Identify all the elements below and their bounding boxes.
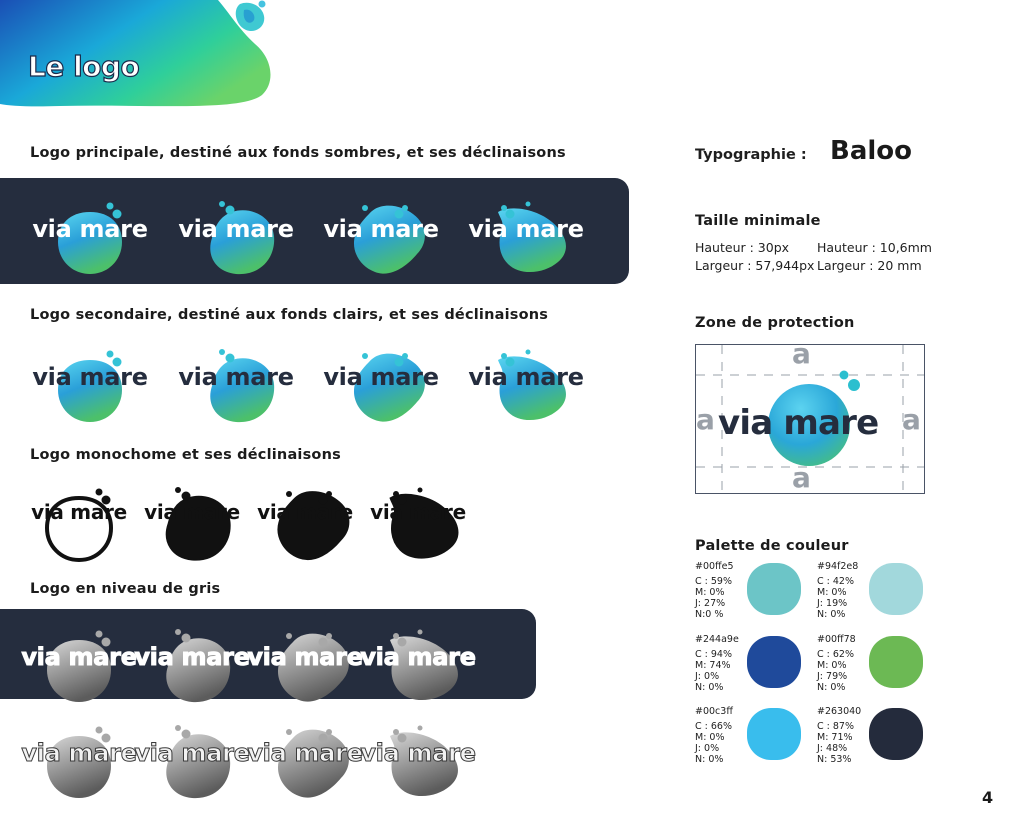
- logo-wordmark: via mare: [32, 363, 148, 391]
- logo-wordmark: via mare: [21, 643, 137, 671]
- min-size-left-2: Largeur : 57,944px: [695, 258, 815, 273]
- heading-grey: Logo en niveau de gris: [30, 581, 221, 597]
- logo-grey-dark-4: [354, 620, 482, 690]
- logo-grey-dark-1: [15, 620, 143, 690]
- palette-title: Palette de couleur: [695, 538, 849, 554]
- heading-primary: Logo principale, destiné aux fonds sombres, et ses déclinaisons: [30, 145, 566, 161]
- logo-primary-4: [462, 192, 590, 262]
- palette-cmjn-line: J: 79%: [817, 671, 848, 682]
- palette-cmjn-line: C : 59%: [695, 576, 732, 587]
- logo-wordmark: via mare: [21, 739, 137, 767]
- protection-zone-box: [695, 337, 925, 494]
- protection-marker-right: a: [902, 403, 921, 436]
- logo-primary-1: [26, 192, 154, 262]
- protection-marker-top: a: [792, 337, 811, 370]
- palette-cmjn-line: J: 0%: [695, 671, 720, 682]
- logo-grey-dark-3: [241, 620, 369, 690]
- logo-mono-2: [128, 478, 256, 548]
- logo-mono-1: [15, 478, 143, 548]
- logo-grey-light-3: [241, 716, 369, 786]
- min-size-right-2: Largeur : 20 mm: [817, 258, 922, 273]
- page-title: Le logo: [28, 50, 140, 83]
- palette-swatch: [747, 636, 801, 688]
- palette-swatch: [869, 636, 923, 688]
- palette-cmjn-line: J: 48%: [817, 743, 848, 754]
- logo-wordmark: via mare: [134, 739, 250, 767]
- palette-hex: #94f2e8: [817, 561, 859, 572]
- logo-wordmark: via mare: [247, 739, 363, 767]
- palette-swatch: [747, 563, 801, 615]
- palette-cmjn-line: J: 19%: [817, 598, 848, 609]
- logo-wordmark: via mare: [323, 215, 439, 243]
- logo-wordmark: via mare: [31, 500, 127, 524]
- min-size-title: Taille minimale: [695, 213, 821, 229]
- palette-cmjn-line: N:0 %: [695, 609, 724, 620]
- logo-secondary-3: [317, 340, 445, 410]
- logo-wordmark: via mare: [247, 643, 363, 671]
- logo-wordmark: via mare: [178, 363, 294, 391]
- palette-cmjn-line: J: 0%: [695, 743, 720, 754]
- typography-label: Typographie :: [695, 147, 807, 163]
- logo-grey-light-2: [128, 716, 256, 786]
- logo-wordmark: via mare: [468, 363, 584, 391]
- protection-title: Zone de protection: [695, 315, 855, 331]
- page-number: 4: [982, 788, 994, 807]
- palette-cmjn-line: N: 0%: [817, 682, 846, 693]
- logo-grey-light-1: [15, 716, 143, 786]
- palette-cmjn-line: M: 71%: [817, 732, 853, 743]
- protection-marker-bottom: a: [792, 461, 811, 494]
- protection-logo-word: via mare: [718, 403, 879, 443]
- palette-hex: #00ffe5: [695, 561, 734, 572]
- logo-wordmark: via mare: [323, 363, 439, 391]
- heading-mono: Logo monochome et ses déclinaisons: [30, 447, 341, 463]
- palette-cmjn-line: M: 0%: [695, 587, 725, 598]
- logo-mono-4: [354, 478, 482, 548]
- logo-secondary-2: [172, 340, 300, 410]
- palette-cmjn-line: M: 0%: [695, 732, 725, 743]
- logo-wordmark: via mare: [32, 215, 148, 243]
- palette-cmjn-line: J: 27%: [695, 598, 726, 609]
- logo-secondary-1: [26, 340, 154, 410]
- logo-wordmark: via mare: [178, 215, 294, 243]
- palette-hex: #00ff78: [817, 634, 856, 645]
- logo-mono-3: [241, 478, 369, 548]
- logo-primary-3: [317, 192, 445, 262]
- logo-primary-2: [172, 192, 300, 262]
- logo-wordmark: via mare: [134, 643, 250, 671]
- palette-hex: #263040: [817, 706, 862, 717]
- palette-cmjn-line: M: 0%: [817, 660, 847, 671]
- palette-cmjn-line: C : 42%: [817, 576, 854, 587]
- logo-grey-dark-2: [128, 620, 256, 690]
- palette-swatch: [747, 708, 801, 760]
- palette-cmjn-line: C : 66%: [695, 721, 732, 732]
- logo-grey-light-4: [354, 716, 482, 786]
- palette-hex: #00c3ff: [695, 706, 733, 717]
- logo-wordmark: via mare: [468, 215, 584, 243]
- palette-cmjn-line: N: 0%: [817, 609, 846, 620]
- typography-font: Baloo: [830, 136, 912, 166]
- logo-wordmark: via mare: [144, 500, 240, 524]
- protection-marker-left: a: [696, 403, 715, 436]
- logo-wordmark: via mare: [360, 643, 476, 671]
- palette-swatch: [869, 563, 923, 615]
- palette-cmjn-line: C : 62%: [817, 649, 854, 660]
- palette-hex: #244a9e: [695, 634, 739, 645]
- palette-cmjn-line: C : 87%: [817, 721, 854, 732]
- logo-wordmark: via mare: [360, 739, 476, 767]
- logo-secondary-4: [462, 340, 590, 410]
- palette-cmjn-line: C : 94%: [695, 649, 732, 660]
- logo-wordmark: via mare: [370, 500, 466, 524]
- palette-cmjn-line: N: 0%: [695, 754, 724, 765]
- logo-wordmark: via mare: [257, 500, 353, 524]
- min-size-right-1: Hauteur : 10,6mm: [817, 240, 932, 255]
- palette-swatch: [869, 708, 923, 760]
- palette-cmjn-line: M: 0%: [817, 587, 847, 598]
- heading-secondary: Logo secondaire, destiné aux fonds clairs, et ses déclinaisons: [30, 307, 549, 323]
- palette-cmjn-line: M: 74%: [695, 660, 731, 671]
- min-size-left-1: Hauteur : 30px: [695, 240, 790, 255]
- palette-cmjn-line: N: 0%: [695, 682, 724, 693]
- palette-cmjn-line: N: 53%: [817, 754, 852, 765]
